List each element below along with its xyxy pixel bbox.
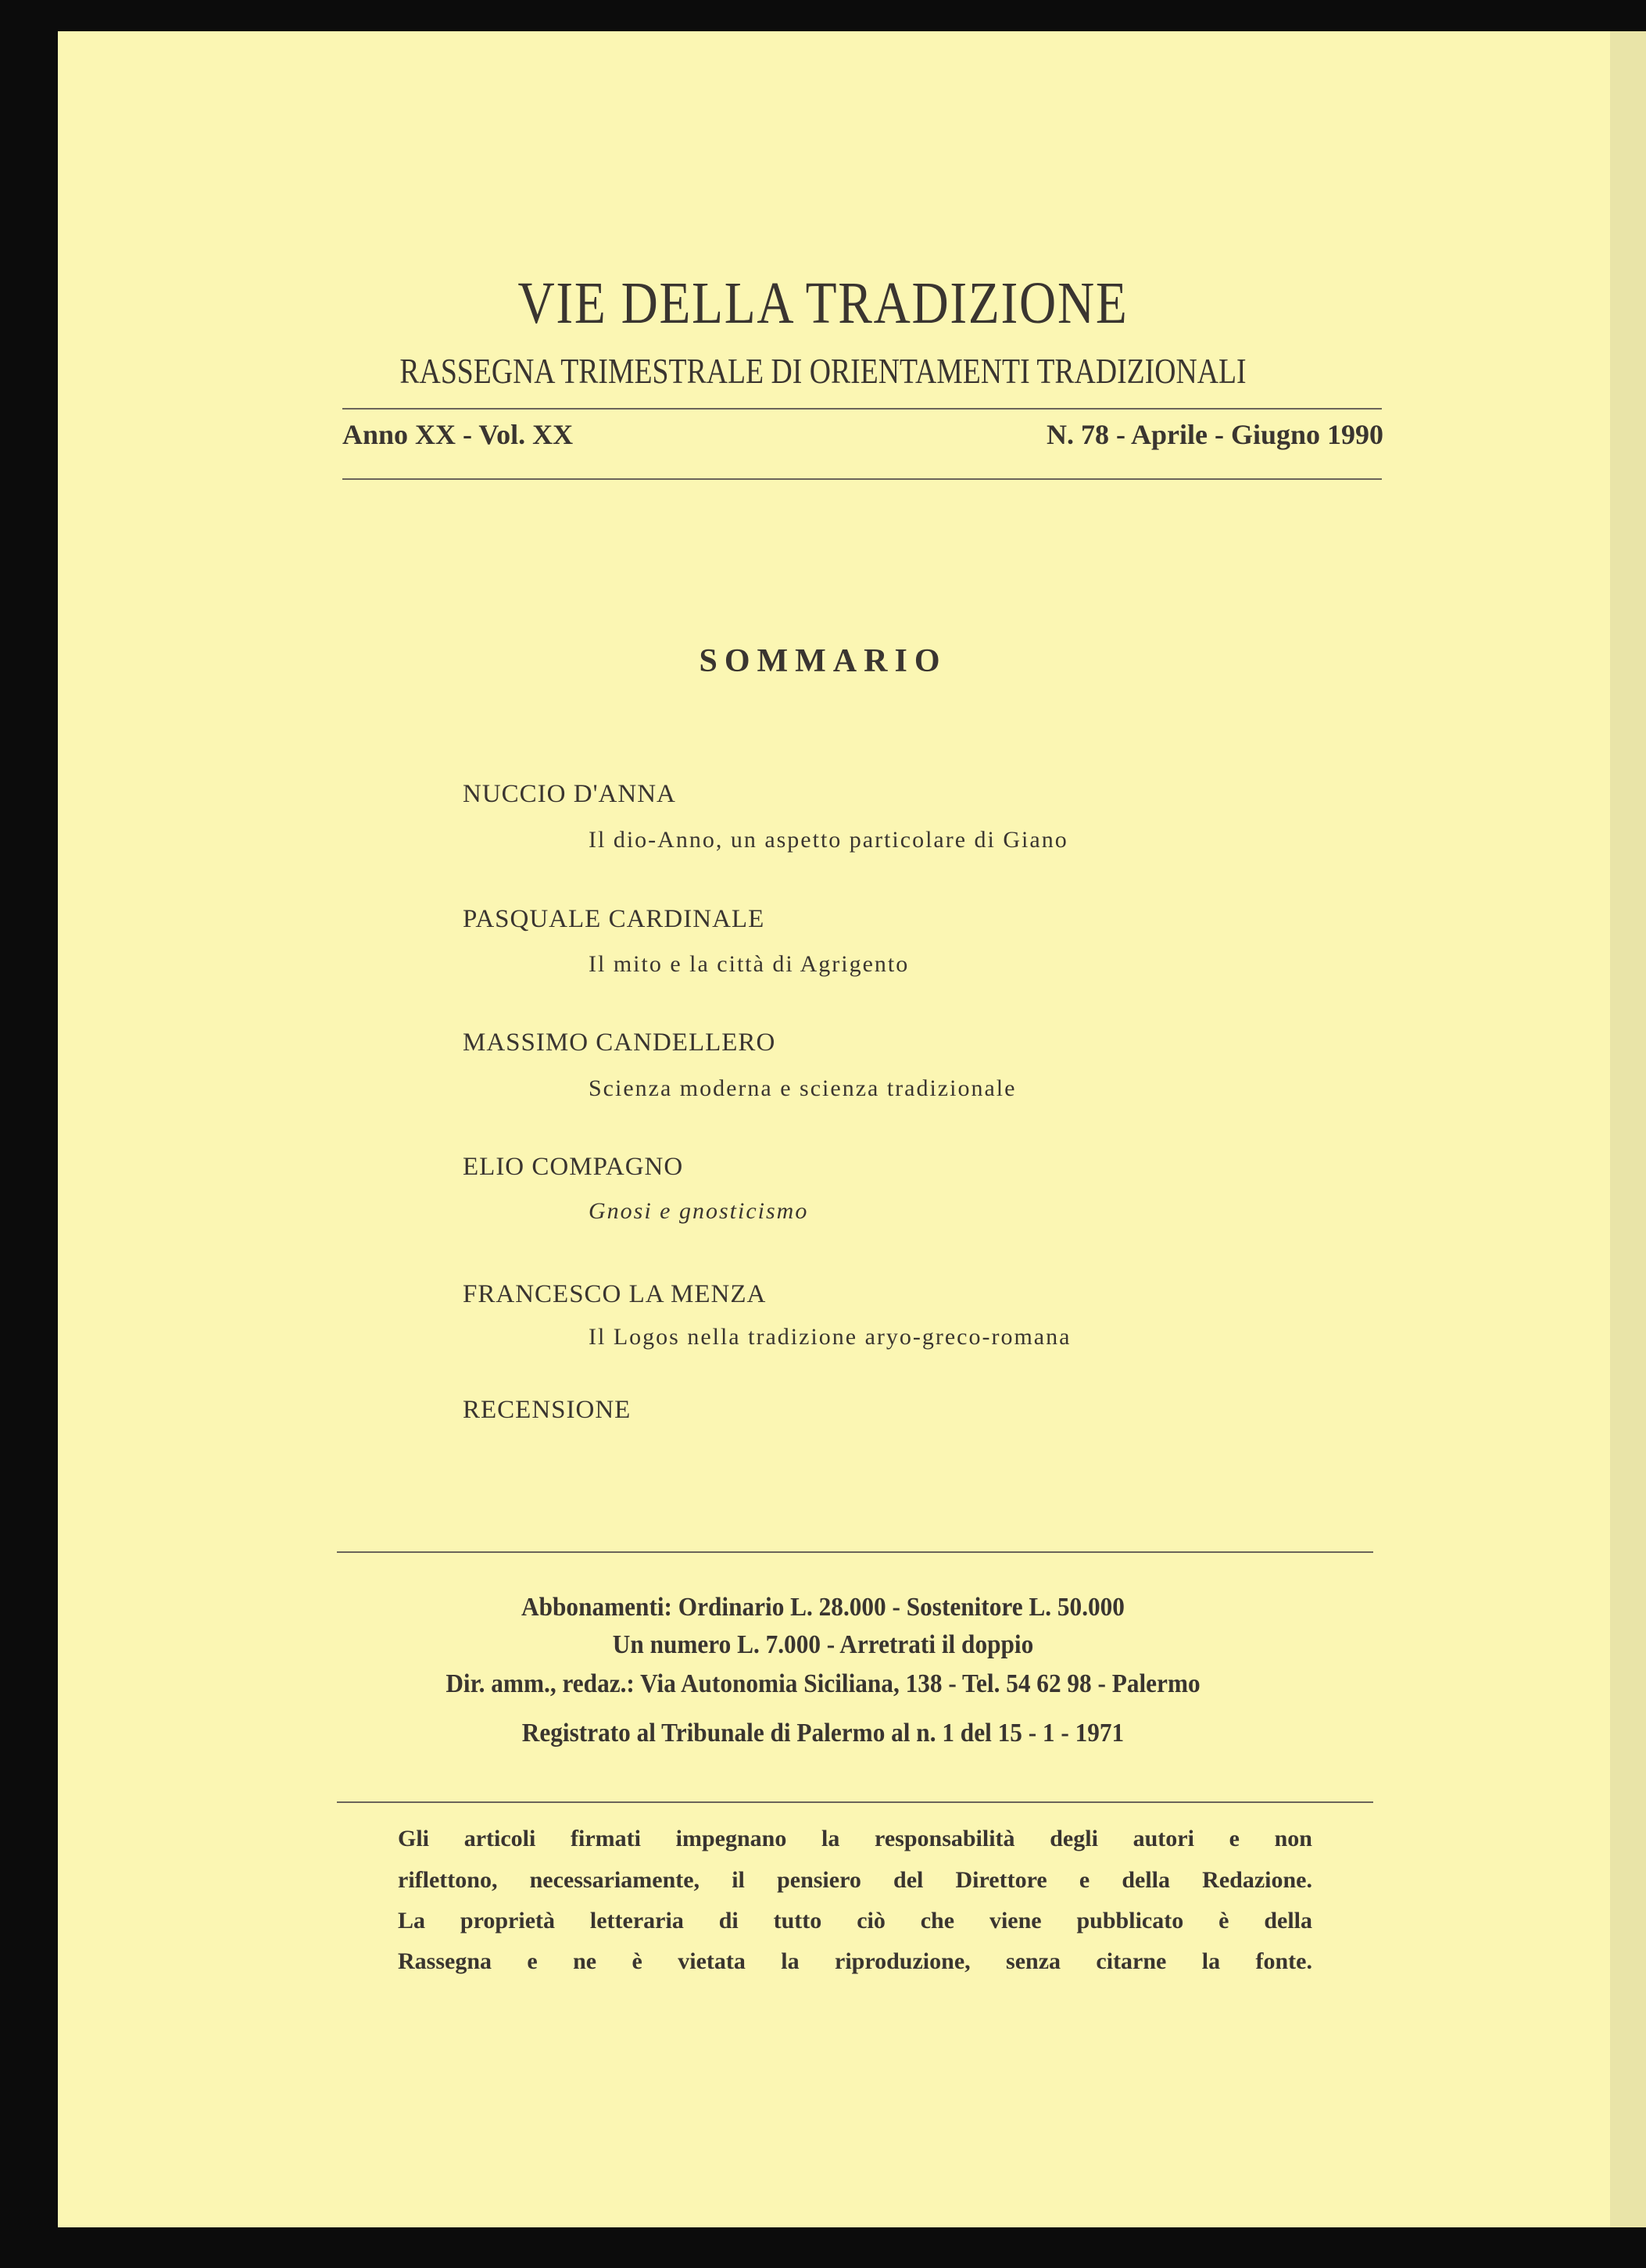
entry-title: Il dio-Anno, un aspetto particolare di Giano bbox=[589, 827, 1068, 853]
review-label: RECENSIONE bbox=[463, 1396, 632, 1424]
journal-subtitle: RASSEGNA TRIMESTRALE DI ORIENTAMENTI TRADIZIONALI bbox=[399, 351, 1247, 391]
entry-author: ELIO COMPAGNO bbox=[463, 1153, 684, 1181]
entry-author: MASSIMO CANDELLERO bbox=[463, 1028, 776, 1057]
divider bbox=[342, 408, 1382, 410]
disclaimer-line: Gli articoli firmati impegnano la responsabilità degli autori e non bbox=[398, 1826, 1312, 1851]
contents-heading: SOMMARIO bbox=[699, 643, 947, 679]
entry-title: Gnosi e gnosticismo bbox=[589, 1198, 809, 1224]
entry-author: NUCCIO D'ANNA bbox=[463, 780, 676, 808]
entry-title: Il mito e la città di Agrigento bbox=[589, 951, 910, 977]
journal-title: VIE DELLA TRADIZIONE bbox=[517, 270, 1129, 336]
disclaimer-line: Rassegna e ne è vietata la riproduzione, senza citarne la fonte. bbox=[398, 1948, 1312, 1974]
entry-author: PASQUALE CARDINALE bbox=[463, 905, 765, 933]
address-info: Dir. amm., redaz.: Via Autonomia Siciliana, 138 - Tel. 54 62 98 - Palermo bbox=[445, 1669, 1201, 1698]
divider bbox=[342, 478, 1382, 480]
disclaimer-line: riflettono, necessariamente, il pensiero del Direttore e della Redazione. bbox=[398, 1867, 1312, 1893]
divider bbox=[337, 1801, 1373, 1803]
issue-info: N. 78 - Aprile - Giugno 1990 bbox=[1046, 419, 1383, 450]
entry-title: Scienza moderna e scienza tradizionale bbox=[589, 1075, 1017, 1101]
entry-author: FRANCESCO LA MENZA bbox=[463, 1280, 767, 1308]
registration-info: Registrato al Tribunale di Palermo al n. 1 del 15 - 1 - 1971 bbox=[521, 1719, 1125, 1748]
volume-info: Anno XX - Vol. XX bbox=[342, 419, 574, 450]
disclaimer-line: La proprietà letteraria di tutto ciò che viene pubblicato è della bbox=[398, 1908, 1312, 1934]
single-issue-info: Un numero L. 7.000 - Arretrati il doppio bbox=[612, 1630, 1034, 1659]
page-edge bbox=[1610, 31, 1646, 2227]
divider bbox=[337, 1551, 1373, 1553]
entry-title: Il Logos nella tradizione aryo-greco-romana bbox=[589, 1324, 1072, 1350]
subscription-info: Abbonamenti: Ordinario L. 28.000 - Sostenitore L. 50.000 bbox=[521, 1593, 1125, 1622]
